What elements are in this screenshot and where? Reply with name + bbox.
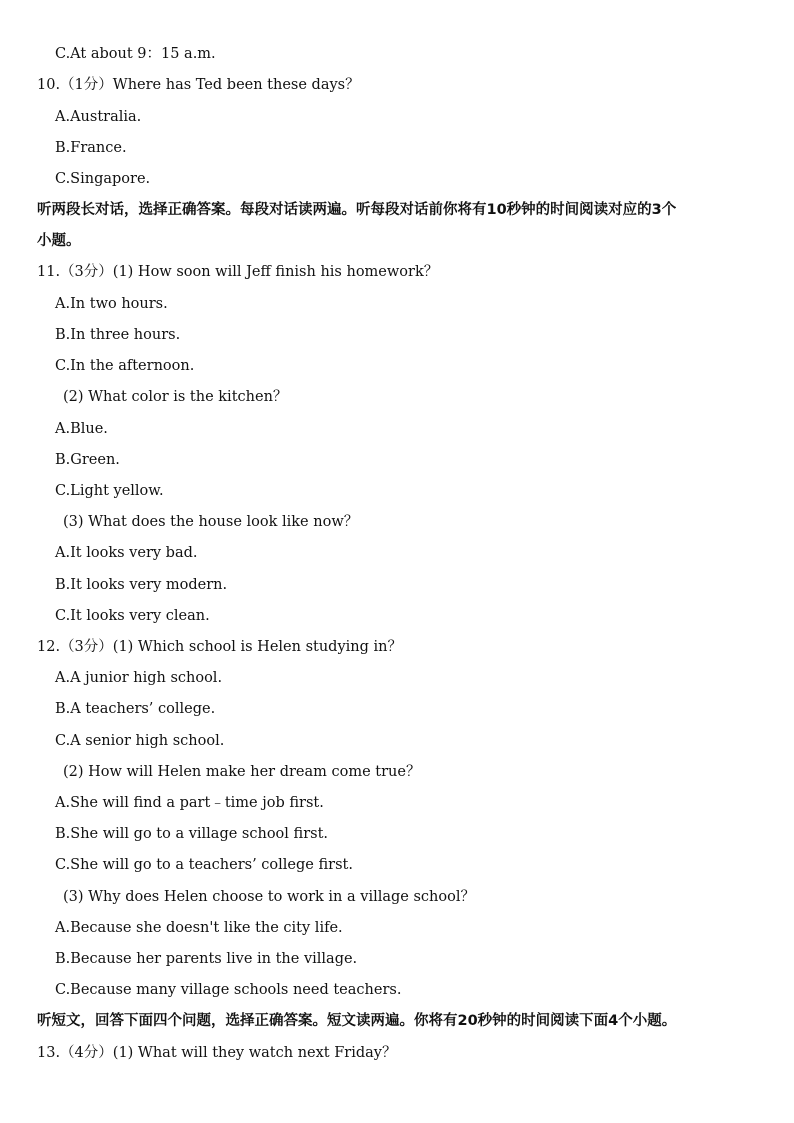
option-12-2c: C.She will go to a teachers’ college first.	[55, 857, 353, 873]
section-instruction-1: 听两段长对话，选择正确答案。每段对话读两遍。听每段对话前你将有10秒钟的时间阅读对应的3个	[37, 202, 677, 218]
option-11-1b: B.In three hours.	[55, 327, 181, 343]
option-10a: A.Australia.	[55, 109, 142, 125]
option-12-3b: B.Because her parents live in the village.	[55, 951, 358, 967]
question-12-2: (2) How will Helen make her dream come true？	[63, 764, 421, 780]
question-11-2: (2) What color is the kitchen？	[63, 389, 288, 405]
question-11-1: 11.（3分）(1) How soon will Jeff finish his homework？	[37, 264, 439, 280]
question-12-3: (3) Why does Helen choose to work in a village school？	[63, 889, 475, 905]
option-9c: C.At about 9：15 a.m.	[55, 46, 216, 62]
option-11-3b: B.It looks very modern.	[55, 577, 228, 593]
option-11-3c: C.It looks very clean.	[55, 608, 210, 624]
option-10b: B.France.	[55, 140, 127, 156]
section-instruction-1-cont: 小题。	[37, 233, 81, 249]
option-12-1a: A.A junior high school.	[55, 670, 223, 686]
question-11-3: (3) What does the house look like now？	[63, 514, 359, 530]
option-11-2b: B.Green.	[55, 452, 120, 468]
question-10: 10.（1分）Where has Ted been these days？	[37, 77, 360, 93]
option-11-1c: C.In the afternoon.	[55, 358, 195, 374]
section-instruction-2: 听短文，回答下面四个问题，选择正确答案。短文读两遍。你将有20秒钟的时间阅读下面4个小题。	[37, 1013, 677, 1029]
option-12-1c: C.A senior high school.	[55, 733, 225, 749]
option-11-2c: C.Light yellow.	[55, 483, 164, 499]
option-11-1a: A.In two hours.	[55, 296, 168, 312]
option-12-2a: A.She will find a part﹣time job first.	[55, 795, 324, 811]
option-12-1b: B.A teachers’ college.	[55, 701, 216, 717]
option-11-3a: A.It looks very bad.	[55, 545, 198, 561]
option-12-3c: C.Because many village schools need teachers.	[55, 982, 402, 998]
option-11-2a: A.Blue.	[55, 421, 108, 437]
option-10c: C.Singapore.	[55, 171, 151, 187]
option-12-2b: B.She will go to a village school first.	[55, 826, 329, 842]
question-13-1: 13.（4分）(1) What will they watch next Friday？	[37, 1045, 397, 1061]
question-12-1: 12.（3分）(1) Which school is Helen studying in？	[37, 639, 402, 655]
option-12-3a: A.Because she doesn't like the city life.	[55, 920, 343, 936]
